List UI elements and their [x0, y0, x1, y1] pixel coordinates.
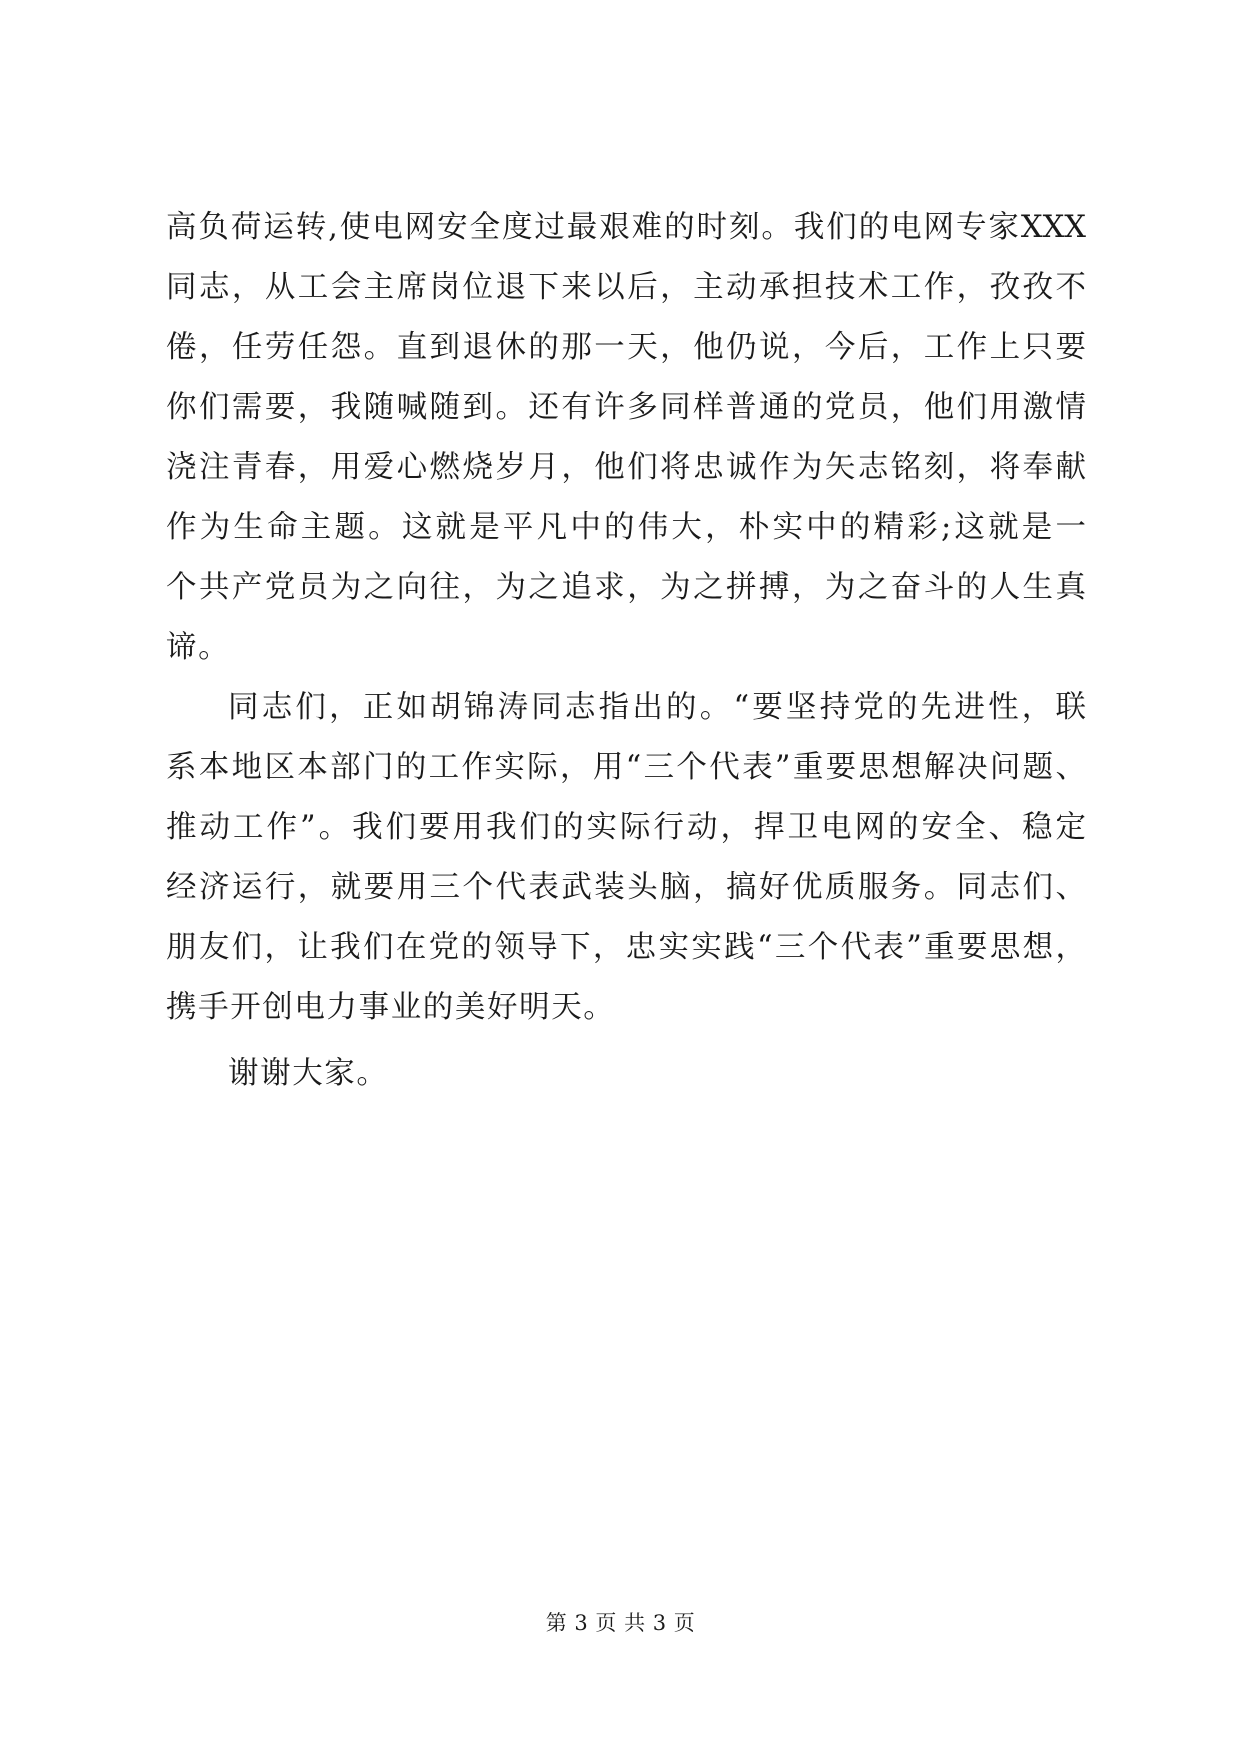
paragraph-line: 同志，从工会主席岗位退下来以后，主动承担技术工作，孜孜不 — [166, 270, 1086, 305]
paragraph-line: 浇注青春，用爱心燃烧岁月，他们将忠诚作为矢志铭刻，将奉献 — [166, 450, 1086, 485]
paragraph-line: 经济运行，就要用三个代表武装头脑，搞好优质服务。同志们、 — [166, 870, 1086, 905]
paragraph-line: 你们需要，我随喊随到。还有许多同样普通的党员，他们用激情 — [166, 390, 1086, 425]
paragraph-line: 推动工作”。我们要用我们的实际行动，捍卫电网的安全、稳定 — [166, 810, 1086, 845]
paragraph-line: 系本地区本部门的工作实际，用“三个代表”重要思想解决问题、 — [166, 750, 1086, 785]
closing-line: 谢谢大家。 — [228, 1056, 389, 1091]
paragraph-line: 携手开创电力事业的美好明天。 — [166, 990, 616, 1025]
paragraph-line: 作为生命主题。这就是平凡中的伟大，朴实中的精彩;这就是一 — [166, 510, 1086, 545]
paragraph-line: 倦，任劳任怨。直到退休的那一天，他仍说，今后，工作上只要 — [166, 330, 1086, 365]
paragraph-line: 谛。 — [166, 630, 231, 665]
paragraph-line: 高负荷运转,使电网安全度过最艰难的时刻。我们的电网专家XXX — [166, 210, 1086, 245]
page-number-footer: 第 3 页 共 3 页 — [545, 1611, 696, 1635]
paragraph-first-line: 同志们，正如胡锦涛同志指出的。“要坚持党的先进性，联 — [228, 690, 1086, 725]
paragraph-line: 朋友们，让我们在党的领导下，忠实实践“三个代表”重要思想， — [166, 930, 1086, 965]
paragraph-line: 个共产党员为之向往，为之追求，为之拼搏，为之奋斗的人生真 — [166, 570, 1086, 605]
